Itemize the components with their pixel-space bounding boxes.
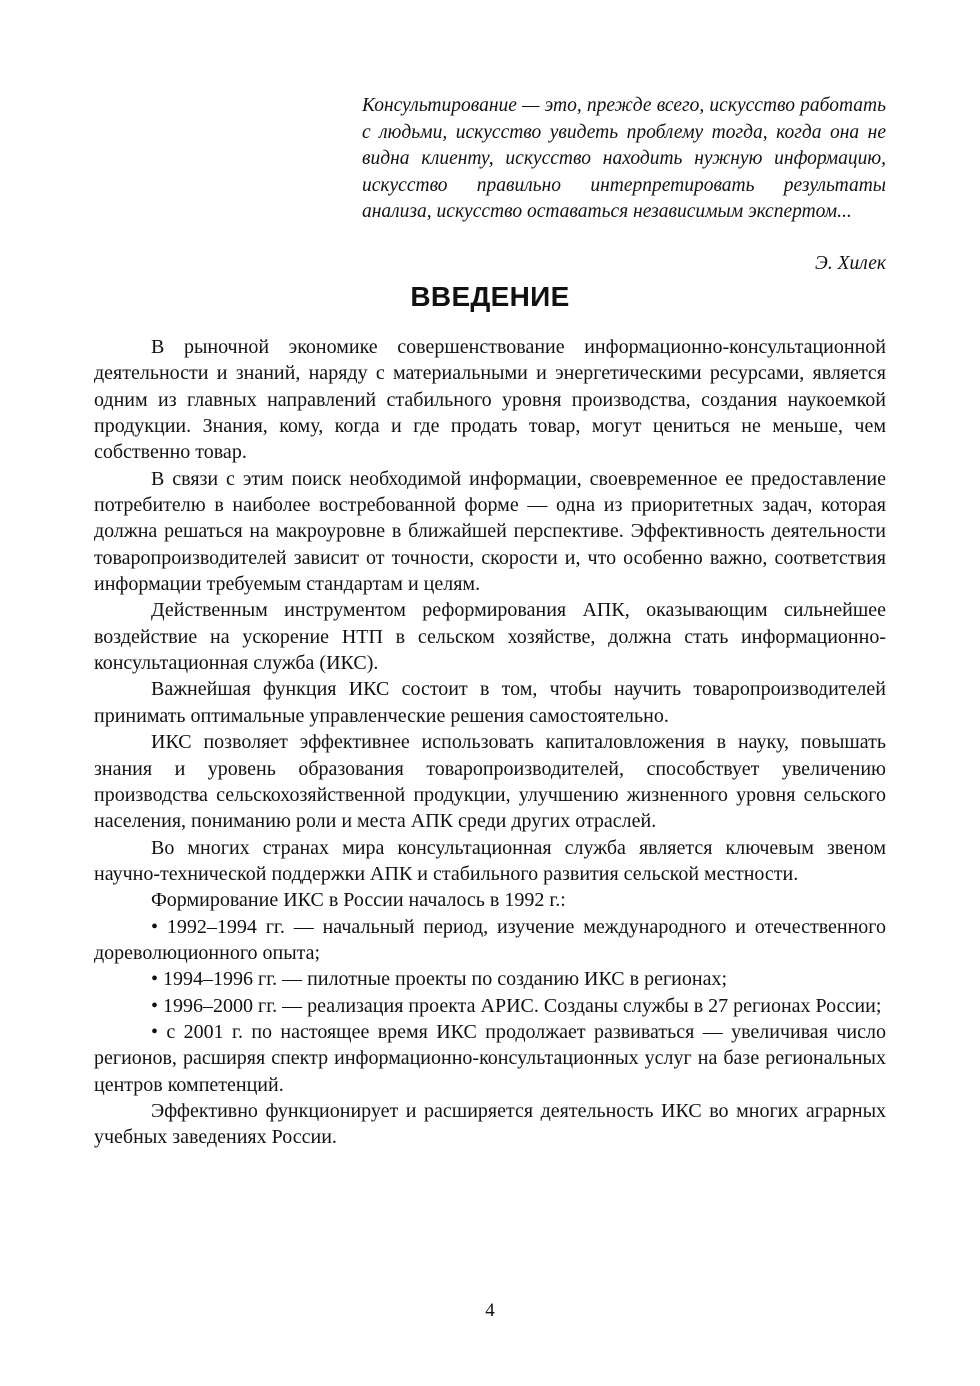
page-number: 4 (485, 1300, 495, 1321)
paragraph: ИКС позволяет эффективнее использовать капиталовложения в науку, повышать знания и уровень образования товаропроизводителей, способствует увеличению производства сельскохозяйственной продукции, улучшению жизненного уровня сельского населения, пониманию роли и места АПК среди других отраслей. (94, 731, 886, 833)
paragraph: Важнейшая функция ИКС состоит в том, чтобы научить товаропроизводителей принимать оптимальные управленческие решения самостоятельно. (94, 678, 886, 727)
bullet-icon: • (151, 1020, 159, 1043)
bullet-text: с 2001 г. по настоящее время ИКС продолжает развиваться — увеличивая число регионов, расширяя спектр информационно-консультационных услуг на базе региональных центров компетенций. (94, 1020, 886, 1096)
body-text (94, 334, 886, 1151)
paragraph: Формирование ИКС в России началось в 1992 г.: (151, 889, 566, 912)
section-heading: ВВЕДЕНИЕ (410, 281, 570, 312)
bullet-item (94, 993, 886, 1019)
paragraph: Во многих странах мира консультационная служба является ключевым звеном научно-технической поддержки АПК и стабильного развития сельской местности. (94, 836, 886, 885)
bullet-item (94, 966, 886, 992)
epigraph-quote: Консультирование — это, прежде всего, искусство работать с людьми, искусство увидеть проблему тогда, когда она не видна клиенту, искусство находить нужную информацию, искусство правильно интерпретировать результаты анализа, искусство оставаться независимым экспертом... (362, 95, 886, 222)
closing-paragraph: Эффективно функционирует и расширяется деятельность ИКС во многих аграрных учебных заведениях России. (94, 1099, 886, 1149)
paragraph: Действенным инструментом реформирования АПК, оказывающим сильнейшее воздействие на ускорение НТП в сельском хозяйстве, должна стать информационно-консультационная служба (ИКС). (94, 599, 886, 675)
paragraph: В рыночной экономике совершенствование информационно-консультационной деятельности и знаний, наряду с материальными и энергетическими ресурсами, является одним из главных направлений стабильного уровня производства, создания наукоемкой продукции. Знания, кому, когда и где продать товар, могут цениться не меньше, чем собственно товар. (94, 336, 886, 464)
bullet-icon: • (151, 968, 159, 991)
bullet-text: 1996–2000 гг. — реализация проекта АРИС. Созданы службы в 27 регионах России; (163, 994, 882, 1017)
bullet-item (94, 914, 886, 967)
paragraph: В связи с этим поиск необходимой информации, своевременное ее предоставление потребителю в наиболее востребованной форме — одна из приоритетных задач, которая должна решаться на макроуровне в ближайшей перспективе. Эффективность деятельности товаропроизводителей зависит от точности, скорости и, что особенно важно, соответствия информации требуемым стандартам и целям. (94, 467, 886, 596)
bullet-icon: • (151, 994, 159, 1017)
bullet-text: 1992–1994 гг. — начальный период, изучение международного и отечественного дореволюционного опыта; (94, 915, 887, 964)
bullet-item (94, 1019, 886, 1098)
bullet-icon: • (151, 915, 159, 938)
bullet-text: 1994–1996 гг. — пилотные проекты по созданию ИКС в регионах; (163, 968, 728, 991)
epigraph-author: Э. Хилек (815, 253, 886, 274)
